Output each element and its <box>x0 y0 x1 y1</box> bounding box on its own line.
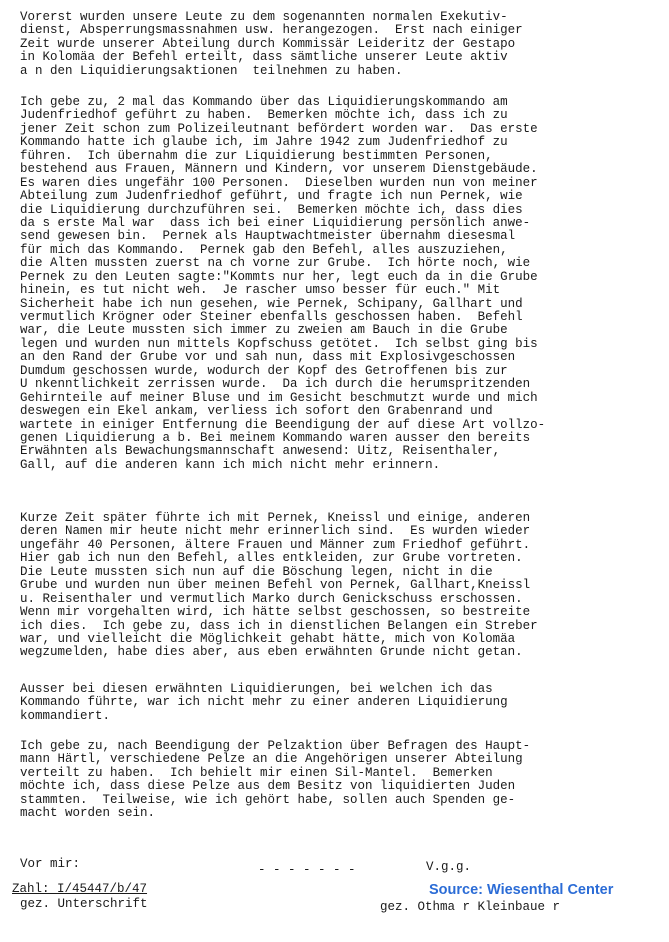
paragraph-line: Kommando hatte ich glaube ich, im Jahre 1942 zum Judenfriedhof zu <box>20 135 508 150</box>
paragraph-line: mann Härtl, verschiedene Pelze an die Angehörigen unserer Abteilung <box>20 752 523 767</box>
paragraph-line: Sicherheit habe ich nun gesehen, wie Pernek, Schipany, Gallhart und <box>20 296 523 311</box>
paragraph-line: Ich gebe zu, nach Beendigung der Pelzaktion über Befragen des Haupt- <box>20 739 531 753</box>
paragraph-line: Ich gebe zu, 2 mal das Kommando über das Liquidierungskommando am <box>20 95 508 109</box>
paragraph-line: bestehend aus Frauen, Männern und Kindern, vor unserem Dienstgebäude. <box>20 162 538 177</box>
paragraph-line: jener Zeit schon zum Polizeileutnant befördert worden war. Das erste <box>20 121 538 136</box>
paragraph-1 <box>20 11 523 78</box>
deponent-signature: gez. Othma r Kleinbaue r <box>380 900 561 915</box>
paragraph-line: war, und vielleicht die Möglichkeit gehabt hätte, mich von Kolomäa <box>20 631 516 646</box>
paragraph-line: Pernek zu den Leuten sagte:"Kommts nur her, legt euch da in die Grube <box>20 269 538 284</box>
paragraph-line: stammten. Teilweise, wie ich gehört habe, sollen auch Spenden ge- <box>20 792 516 807</box>
paragraph-line: genen Liquidierung a b. Bei meinem Kommando waren ausser den bereits <box>20 430 531 445</box>
witness-signature: gez. Unterschrift <box>20 897 148 912</box>
paragraph-line: war, die Leute mussten sich immer zu zweien am Bauch in die Grube <box>20 323 508 338</box>
paragraph-line: verteilt zu haben. Ich behielt mir einen Sil-Mantel. Bemerken <box>20 765 493 780</box>
paragraph-line: Ausser bei diesen erwähnten Liquidierungen, bei welchen ich das <box>20 682 493 696</box>
paragraph-line: Kommando führte, war ich nicht mehr zu einer anderen Liquidierung <box>20 695 508 710</box>
paragraph-line: Judenfriedhof geführt zu haben. Bemerken möchte ich, dass ich zu <box>20 108 508 123</box>
paragraph-line: a n den Liquidierungsaktionen teilnehmen zu haben. <box>20 63 403 78</box>
paragraph-line: ungefähr 40 Personen, ältere Frauen und Männer zum Friedhof geführt. <box>20 537 531 552</box>
paragraph-line: send gewesen bin. Pernek als Hauptwachtmeister übernahm diesesmal <box>20 229 516 244</box>
paragraph-line: vermutlich Krögner oder Steiner ebenfalls geschossen haben. Befehl <box>20 310 523 324</box>
witness-label: Vor mir: <box>20 856 81 871</box>
paragraph-line: die Alten mussten zuerst na ch vorne zur Grube. Ich hörte noch, wie <box>20 256 531 271</box>
paragraph-line: deswegen ein Ekel ankam, verliess ich sofort den Grabenrand und <box>20 404 493 419</box>
paragraph-line: Es waren dies ungefähr 100 Personen. Dieselben wurden nun von meiner <box>20 175 538 190</box>
paragraph-line: Erwähnten als Bewachungsmannschaft anwesend: Uitz, Reisenthaler, <box>20 444 501 459</box>
paragraph-line: macht worden sein. <box>20 806 156 821</box>
paragraph-line: Dumdum geschossen wurde, wodurch der Kopf des Getroffenen bis zur <box>20 363 508 378</box>
paragraph-line: kommandiert. <box>20 708 111 723</box>
paragraph-line: Wenn mir vorgehalten wird, ich hätte selbst geschossen, so bestreite <box>20 605 531 620</box>
paragraph-line: Die Leute mussten sich nun auf die Böschung legen, nicht in die <box>20 564 493 579</box>
paragraph-line: Hier gab ich nun den Befehl, alles entkleiden, zur Grube vortreten. <box>20 551 523 566</box>
paragraph-3 <box>20 512 538 660</box>
paragraph-line: U nkenntlichkeit zerrissen wurde. Da ich durch die herumspritzenden <box>20 377 531 392</box>
paragraph-line: legen und wurden nun mittels Kopfschuss getötet. Ich selbst ging bis <box>20 336 538 351</box>
paragraph-5 <box>20 740 530 821</box>
paragraph-line: in Kolomäa der Befehl erteilt, dass sämtliche unserer Leute aktiv <box>20 50 508 65</box>
paragraph-line: für mich das Kommando. Pernek gab den Befehl, alles auszuziehen, <box>20 242 508 257</box>
paragraph-line: die Liquidierung durchzuführen sei. Bemerken möchte ich, dass dies <box>20 202 523 217</box>
paragraph-line: führen. Ich übernahm die zur Liquidierung bestimmten Personen, <box>20 148 493 163</box>
paragraph-line: hinein, es tut nicht weh. Je rascher umso besser für euch." Mit <box>20 283 501 298</box>
paragraph-4 <box>20 683 508 723</box>
paragraph-line: da s erste Mal war dass ich bei einer Liquidierung persönlich anwe- <box>20 215 531 230</box>
paragraph-line: Gehirnteile auf meiner Bluse und im Gesicht beschmutzt wurde und mich <box>20 390 538 405</box>
separator-line: - - - - - - - <box>258 863 356 877</box>
paragraph-line: wegzumelden, habe dies aber, aus eben erwähnten Grunde nicht getan. <box>20 645 523 660</box>
paragraph-line: wartete in einiger Entfernung die Beendigung der auf diese Art vollzo- <box>20 417 546 432</box>
paragraph-line: Grube und wurden nun über meinen Befehl von Pernek, Gallhart,Kneissl <box>20 578 531 593</box>
paragraph-line: an den Rand der Grube vor und sah nun, dass mit Explosivgeschossen <box>20 350 516 365</box>
paragraph-line: Kurze Zeit später führte ich mit Pernek, Kneissl und einige, anderen <box>20 511 531 525</box>
paragraph-line: möchte ich, dass diese Pelze aus dem Besitz von liquidierten Juden <box>20 779 516 794</box>
paragraph-line: Zeit wurde unserer Abteilung durch Kommissär Leideritz der Gestapo <box>20 36 516 51</box>
read-approved-signed-label: V.g.g. <box>426 859 472 874</box>
paragraph-line: dienst, Absperrungsmassnahmen usw. herangezogen. Erst nach einiger <box>20 23 523 38</box>
paragraph-line: ich dies. Ich gebe zu, dass ich in dienstlichen Belangen ein Streber <box>20 618 538 633</box>
paragraph-line: u. Reisenthaler und vermutlich Marko durch Genickschuss erschossen. <box>20 591 523 606</box>
source-credit: Source: Wiesenthal Center <box>429 882 614 898</box>
paragraph-2 <box>20 96 545 472</box>
paragraph-line: deren Namen mir heute nicht mehr erinnerlich sind. Es wurden wieder <box>20 524 531 539</box>
document-number: Zahl: I/45447/b/47 <box>12 882 148 896</box>
paragraph-line: Abteilung zum Judenfriedhof geführt, und fragte ich nun Pernek, wie <box>20 189 523 204</box>
paragraph-line: Vorerst wurden unsere Leute zu dem sogenannten normalen Exekutiv- <box>20 10 508 24</box>
paragraph-line: Gall, auf die anderen kann ich mich nicht mehr erinnern. <box>20 457 441 472</box>
